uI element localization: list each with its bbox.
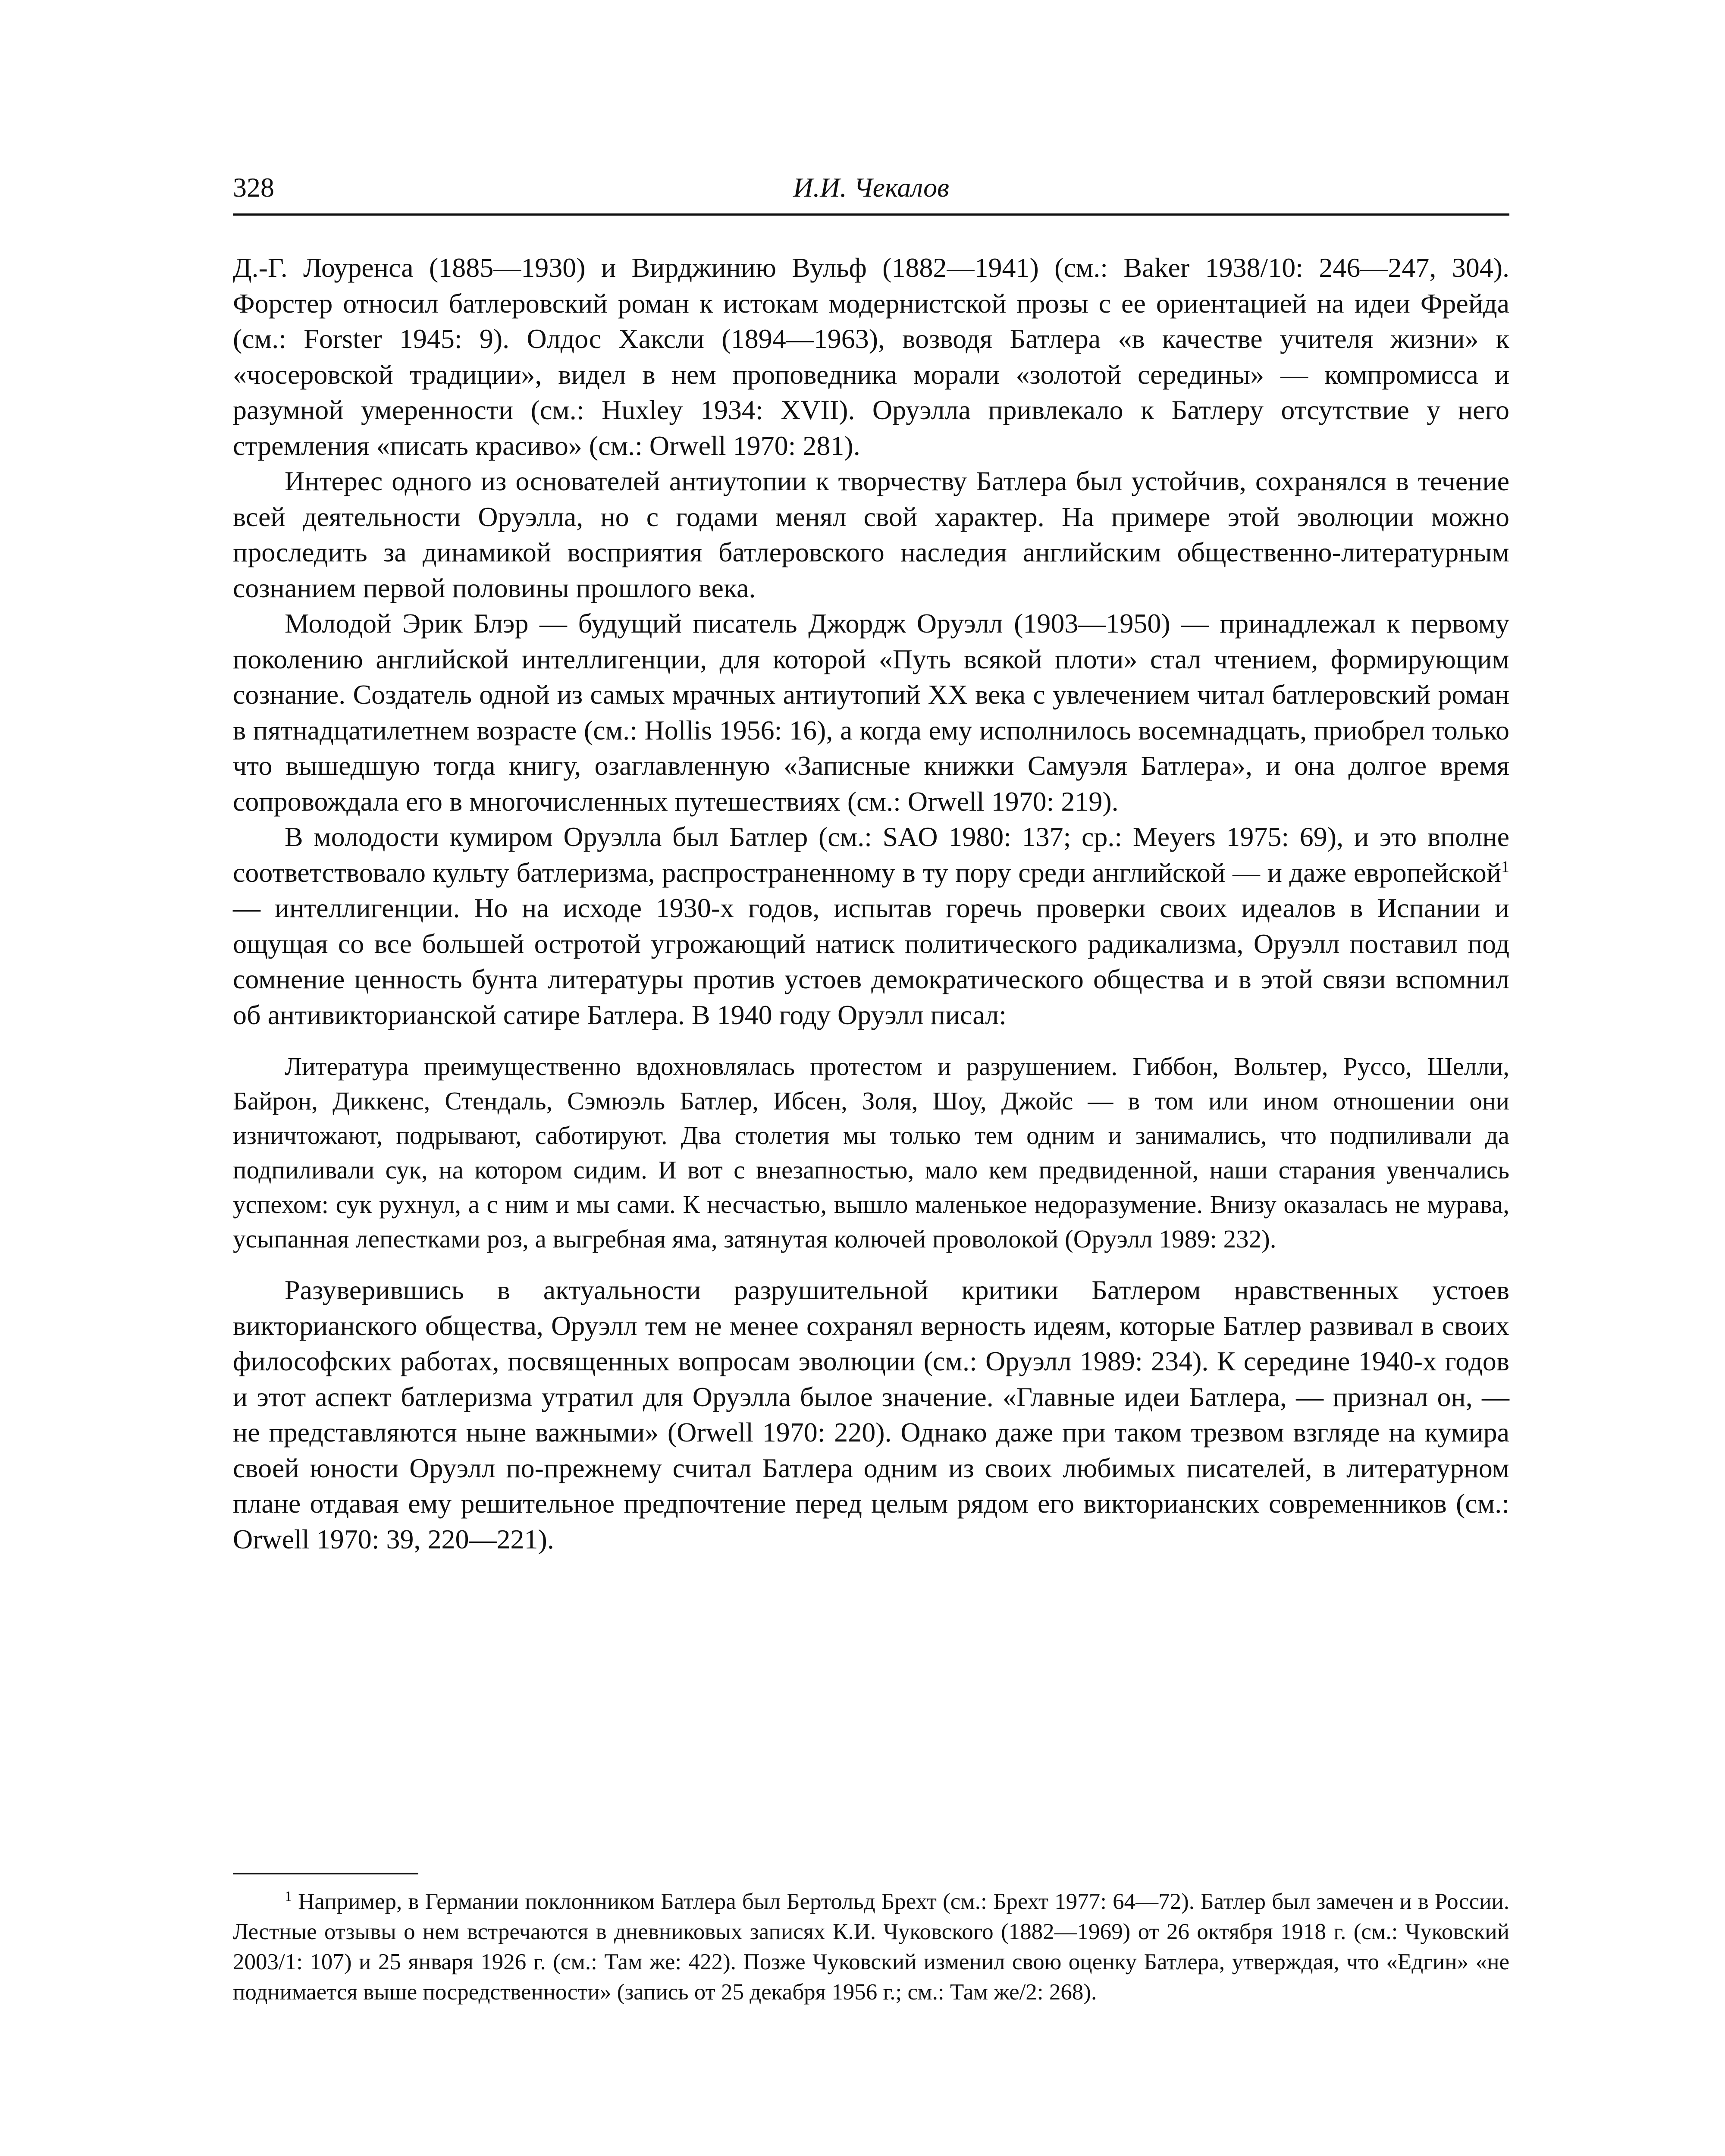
- running-header: [233, 166, 1509, 216]
- footnote-mark: 1: [285, 1888, 292, 1905]
- footnote-1: [233, 1887, 1509, 2007]
- paragraph-1: Д.-Г. Лоуренса (1885—1930) и Вирджинию Вульф (1882—1941) (см.: Baker 1938/10: 246—247, 304). Форстер относил батлеровский роман к истокам модернистской прозы с ее ориентацией на идеи Фрейда (см.: Forster 1945: 9). Олдос Хаксли (1894—1963), возводя Батлера «в качестве учителя жизни» к «чосеровской традиции», видел в нем проповедника морали «золотой середины» — компромисса и разумной умеренности (см.: Huxley 1934: XVII). Оруэлла привлекало к Батлеру отсутствие у него стремления «писать красиво» (см.: Orwell 1970: 281).: [233, 252, 1509, 461]
- paragraph-5: Разуверившись в актуальности разрушительной критики Батлером нравственных устоев викторианского общества, Оруэлл тем не менее сохранял верность идеям, которые Батлер развивал в своих философских работах, посвященных вопросам эволюции (см.: Оруэлл 1989: 234). К середине 1940-х годов и этот аспект батлеризма утратил для Оруэлла былое значение. «Главные идеи Батлера, — признал он, — не представляются ныне важными» (Orwell 1970: 220). Однако даже при таком трезвом взгляде на кумира своей юности Оруэлл по-прежнему считал Батлера одним из своих любимых писателей, в литературном плане отдавая ему решительное предпочтение перед целым рядом его викторианских современников (см.: Orwell 1970: 39, 220—221).: [233, 1275, 1509, 1554]
- running-title: И.И. Чекалов: [793, 172, 949, 203]
- footnote-text: Например, в Германии поклонником Батлера был Бертольд Брехт (см.: Брехт 1977: 64—72). Батлер был замечен и в России. Лестные отзывы о нем встречаются в дневниковых записях К.И. Чуковского (1882—1969) от 26 октября 1918 г. (см.: Чуковский 2003/1: 107) и 25 января 1926 г. (см.: Там же: 422). Позже Чуковский изменил свою оценку Батлера, утверждая, что «Едгин» «не поднимается выше посредственности» (запись от 25 декабря 1956 г.; см.: Там же/2: 268).: [233, 1889, 1509, 2005]
- page-number: 328: [233, 172, 274, 203]
- paragraph-4: [233, 819, 1509, 1033]
- paragraph-4-part-2: — интеллигенции. Но на исходе 1930-х годов, испытав горечь проверки своих идеалов в Испании и ощущая со все большей остротой угрожающий натиск политического радикализма, Оруэлл поставил под сомнение ценность бунта литературы против устоев демократического общества и в этой связи вспомнил об антивикторианской сатире Батлера. В 1940 году Оруэлл писал:: [233, 893, 1509, 1030]
- block-quote: Литература преимущественно вдохновлялась протестом и разрушением. Гиббон, Вольтер, Руссо, Шелли, Байрон, Диккенс, Стендаль, Сэмюэль Батлер, Ибсен, Золя, Шоу, Джойс — в том или ином отношении они изничтожают, подрывают, саботируют. Два столетия мы только тем одним и занимались, что подпиливали да подпиливали сук, на котором сидим. И вот с внезапностью, мало кем предвиденной, наши старания увенчались успехом: сук рухнул, а с ним и мы сами. К несчастью, вышло маленькое недоразумение. Внизу оказалась не мурава, усыпанная лепестками роз, а выгребная яма, затянутая колючей проволокой (Оруэлл 1989: 232).: [233, 1052, 1509, 1253]
- main-text: [233, 250, 1509, 1557]
- footnote-reference[interactable]: 1: [1501, 858, 1509, 876]
- paragraph-3: Молодой Эрик Блэр — будущий писатель Джордж Оруэлл (1903—1950) — принадлежал к первому поколению английской интеллигенции, для которой «Путь всякой плоти» стал чтением, формирующим сознание. Создатель одной из самых мрачных антиутопий XX века с увлечением читал батлеровский роман в пятнадцатилетнем возрасте (см.: Hollis 1956: 16), а когда ему исполнилось восемнадцать, приобрел только что вышедшую тогда книгу, озаглавленную «Записные книжки Самуэля Батлера», и она долгое время сопровождала его в многочисленных путешествиях (см.: Orwell 1970: 219).: [233, 608, 1509, 817]
- footnote-divider: [233, 1873, 418, 1874]
- paragraph-4-part-1: В молодости кумиром Оруэлла был Батлер (см.: SAO 1980: 137; ср.: Meyers 1975: 69), и это вполне соответствовало культу батлеризма, распространенному в ту пору среди английской — и даже европейской: [233, 821, 1509, 888]
- paragraph-2: Интерес одного из основателей антиутопии к творчеству Батлера был устойчив, сохранялся в течение всей деятельности Оруэлла, но с годами менял свой характер. На примере этой эволюции можно проследить за динамикой восприятия батлеровского наследия английским общественно-литературным сознанием первой половины прошлого века.: [233, 466, 1509, 603]
